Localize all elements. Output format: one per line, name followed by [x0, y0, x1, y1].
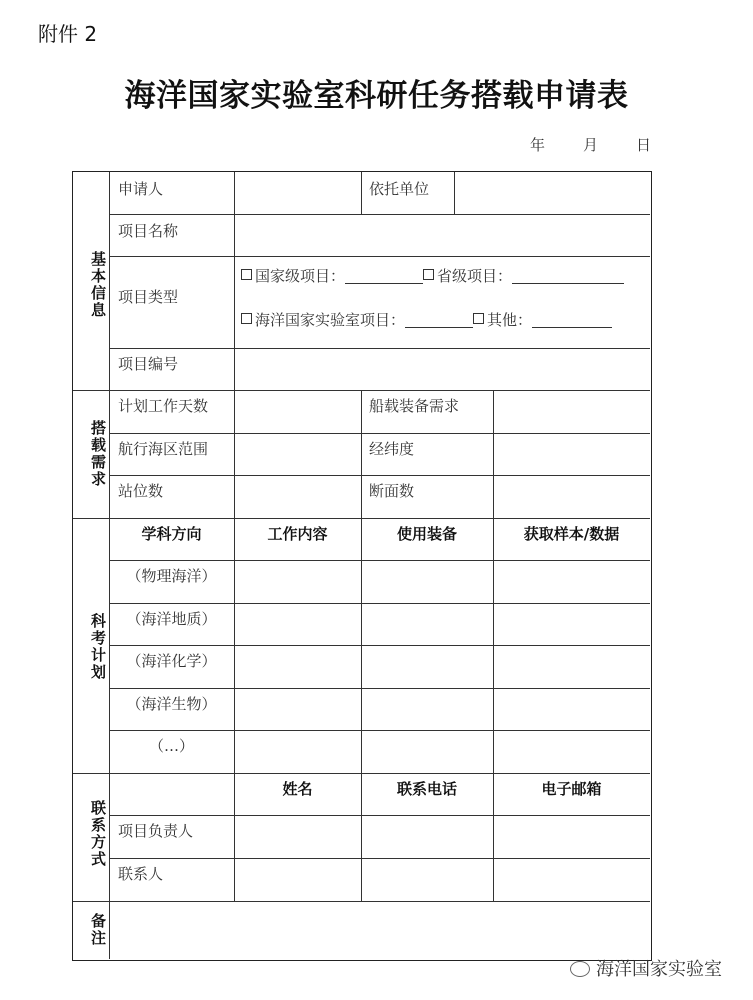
type-provincial-label: 省级项目：	[437, 267, 513, 285]
row-line	[109, 433, 650, 434]
col-phone-header: 联系电话	[396, 780, 457, 798]
col-line	[234, 214, 235, 348]
wechat-icon	[570, 961, 590, 977]
sea-area-label: 航行海区范围	[118, 440, 209, 458]
checkbox-provincial[interactable]	[423, 269, 434, 280]
watermark-text: 海洋国家实验室	[596, 959, 722, 980]
row-line	[109, 560, 650, 561]
applicant-label: 申请人	[118, 180, 164, 198]
type-national-label: 国家级项目：	[255, 267, 346, 285]
equipment-need-label: 船载装备需求	[369, 397, 460, 415]
contact-person-label: 联系人	[118, 865, 164, 883]
checkbox-lab[interactable]	[241, 313, 252, 324]
leader-label: 项目负责人	[118, 822, 194, 840]
row-line	[109, 815, 650, 816]
provincial-underline[interactable]	[512, 269, 624, 284]
col-line	[234, 172, 235, 214]
stations-label: 站位数	[118, 482, 164, 500]
col-line	[361, 390, 362, 901]
checkbox-national[interactable]	[241, 269, 252, 280]
row-line	[109, 645, 650, 646]
col-discipline-header: 学科方向	[141, 525, 202, 543]
col-line	[234, 390, 235, 901]
watermark	[570, 955, 722, 981]
row-line	[109, 214, 650, 215]
col-equipment-header: 使用装备	[396, 525, 457, 543]
work-days-label: 计划工作天数	[118, 397, 209, 415]
col-email-header: 电子邮箱	[541, 780, 602, 798]
project-code-label: 项目编号	[118, 355, 179, 373]
checkbox-other[interactable]	[473, 313, 484, 324]
discipline-other: （…）	[148, 737, 194, 755]
col-name-header: 姓名	[282, 780, 313, 798]
lat-lon-label: 经纬度	[369, 440, 415, 458]
col-content-header: 工作内容	[267, 525, 328, 543]
project-name-label: 项目名称	[118, 222, 179, 240]
date-year: 年	[530, 136, 546, 154]
row-line	[109, 688, 650, 689]
discipline-chemistry: （海洋化学）	[126, 652, 217, 670]
other-underline[interactable]	[532, 313, 612, 328]
divider-contact	[73, 901, 650, 902]
discipline-biology: （海洋生物）	[126, 695, 217, 713]
row-line	[109, 858, 650, 859]
national-underline[interactable]	[345, 269, 423, 284]
attachment-label: 附件 2	[38, 22, 98, 46]
col-line	[361, 172, 362, 214]
lab-underline[interactable]	[405, 313, 473, 328]
row-line	[109, 475, 650, 476]
unit-label: 依托单位	[369, 180, 430, 198]
section-basic-info: 基本信息	[89, 251, 107, 319]
type-option-row-1	[241, 265, 624, 286]
project-type-label: 项目类型	[118, 288, 179, 306]
discipline-physical: （物理海洋）	[126, 567, 217, 585]
row-line	[109, 730, 650, 731]
row-line	[109, 256, 650, 257]
type-option-row-2	[241, 309, 612, 330]
section-remarks: 备注	[89, 913, 107, 947]
application-form	[72, 171, 652, 961]
row-line	[109, 348, 650, 349]
sections-label: 断面数	[369, 482, 415, 500]
row-line	[109, 603, 650, 604]
page-title: 海洋国家实验室科研任务搭载申请表	[124, 78, 629, 114]
date-month: 月	[583, 136, 599, 154]
discipline-geology: （海洋地质）	[126, 610, 217, 628]
col-samples-header: 获取样本/数据	[523, 525, 620, 543]
col-line	[493, 390, 494, 901]
col-line	[234, 348, 235, 390]
section-carry-needs: 搭载需求	[89, 420, 107, 488]
section-research-plan: 科考计划	[89, 613, 107, 681]
type-other-label: 其他：	[487, 311, 533, 329]
type-lab-label: 海洋国家实验室项目：	[255, 311, 406, 329]
section-contact: 联系方式	[89, 800, 107, 868]
date-day: 日	[636, 136, 652, 154]
col-line	[454, 172, 455, 214]
